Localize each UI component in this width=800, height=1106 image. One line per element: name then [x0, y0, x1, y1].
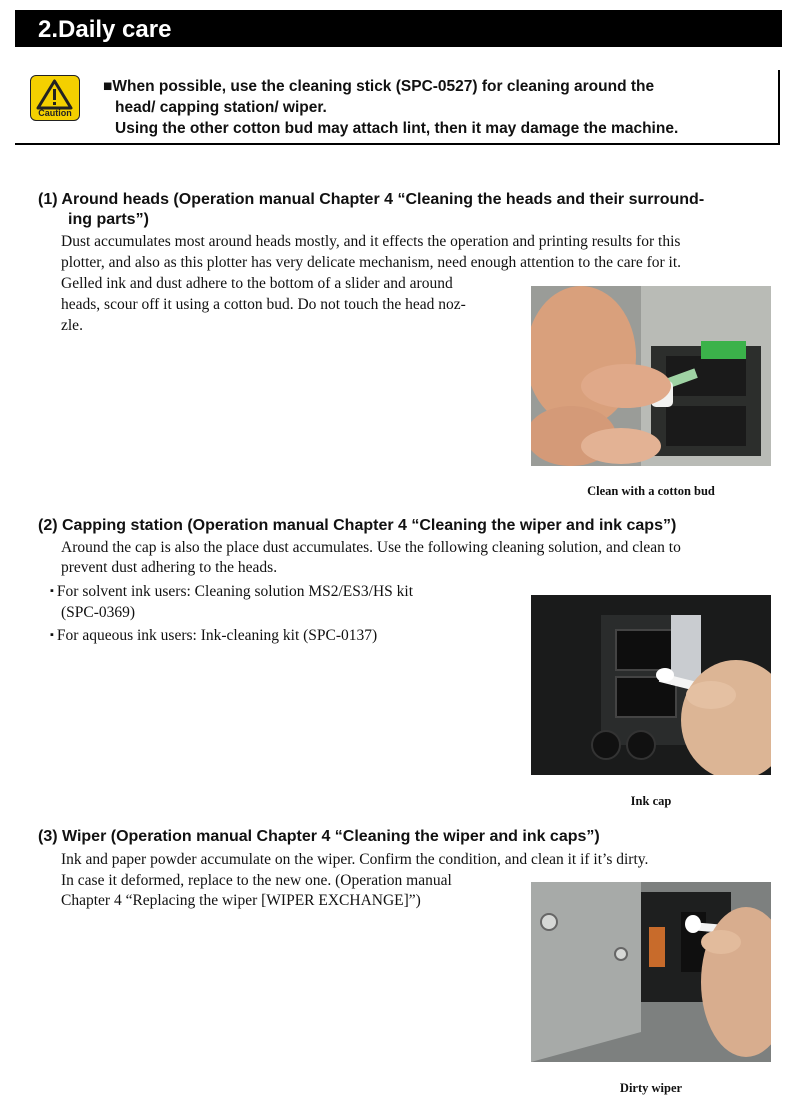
photo-cleaning-heads: [531, 286, 771, 466]
section-3-body-line: Ink and paper powder accumulate on the wiper. Confirm the condition, and clean it if it’s dirty.: [61, 851, 649, 868]
caption-cotton-bud: Clean with a cotton bud: [587, 484, 715, 498]
photo-wiper: [531, 882, 771, 1062]
section-1-body-line: Gelled ink and dust adhere to the bottom of a slider and around: [61, 275, 453, 292]
section-2-body-line: Around the cap is also the place dust accumulates. Use the following cleaning solution, and clean to: [61, 539, 681, 556]
caution-text: [103, 76, 773, 139]
section-1-body-line: plotter, and also as this plotter has very delicate mechanism, need enough attention to the care for it.: [61, 254, 682, 271]
section-1-body-line: heads, scour off it using a cotton bud. Do not touch the head noz-: [61, 296, 466, 313]
caution-badge: [30, 75, 80, 121]
section-2-bullet: ▪ For aqueous ink users: Ink-cleaning kit (SPC-0137): [50, 626, 377, 648]
section-3-heading: (3) Wiper (Operation manual Chapter 4 “Cleaning the wiper and ink caps”): [38, 828, 600, 845]
page-title: 2.Daily care: [38, 16, 172, 43]
section-2-bullet: ▪ For solvent ink users: Cleaning solution MS2/ES3/HS kit: [50, 582, 413, 604]
section-2-bullet-cont: (SPC-0369): [61, 604, 136, 621]
caution-line: Using the other cotton bud may attach lint, then it may damage the machine.: [115, 120, 679, 137]
title-bar: [15, 10, 782, 47]
section-2-body-line: prevent dust adhering to the heads.: [61, 559, 278, 576]
caution-line: head/ capping station/ wiper.: [115, 99, 327, 116]
warning-triangle-icon: [31, 78, 78, 112]
section-2-heading: (2) Capping station (Operation manual Chapter 4 “Cleaning the wiper and ink caps”): [38, 517, 677, 534]
section-1-body-line: zle.: [61, 317, 83, 334]
section-1-heading: (1) Around heads (Operation manual Chapter 4 “Cleaning the heads and their surround-: [38, 191, 705, 208]
caution-label: Caution: [38, 108, 72, 118]
section-3-body-line: In case it deformed, replace to the new one. (Operation manual: [61, 872, 452, 889]
section-3-body-line: Chapter 4 “Replacing the wiper [WIPER EXCHANGE]”): [61, 892, 421, 909]
caption-ink-cap: Ink cap: [630, 794, 672, 808]
caption-dirty-wiper: Dirty wiper: [619, 1081, 683, 1095]
caution-line: ■When possible, use the cleaning stick (SPC-0527) for cleaning around the: [103, 78, 655, 95]
photo-ink-cap: [531, 595, 771, 775]
section-1-heading-cont: ing parts”): [68, 211, 149, 228]
section-1-body-line: Dust accumulates most around heads mostly, and it effects the operation and printing results for this: [61, 233, 681, 250]
